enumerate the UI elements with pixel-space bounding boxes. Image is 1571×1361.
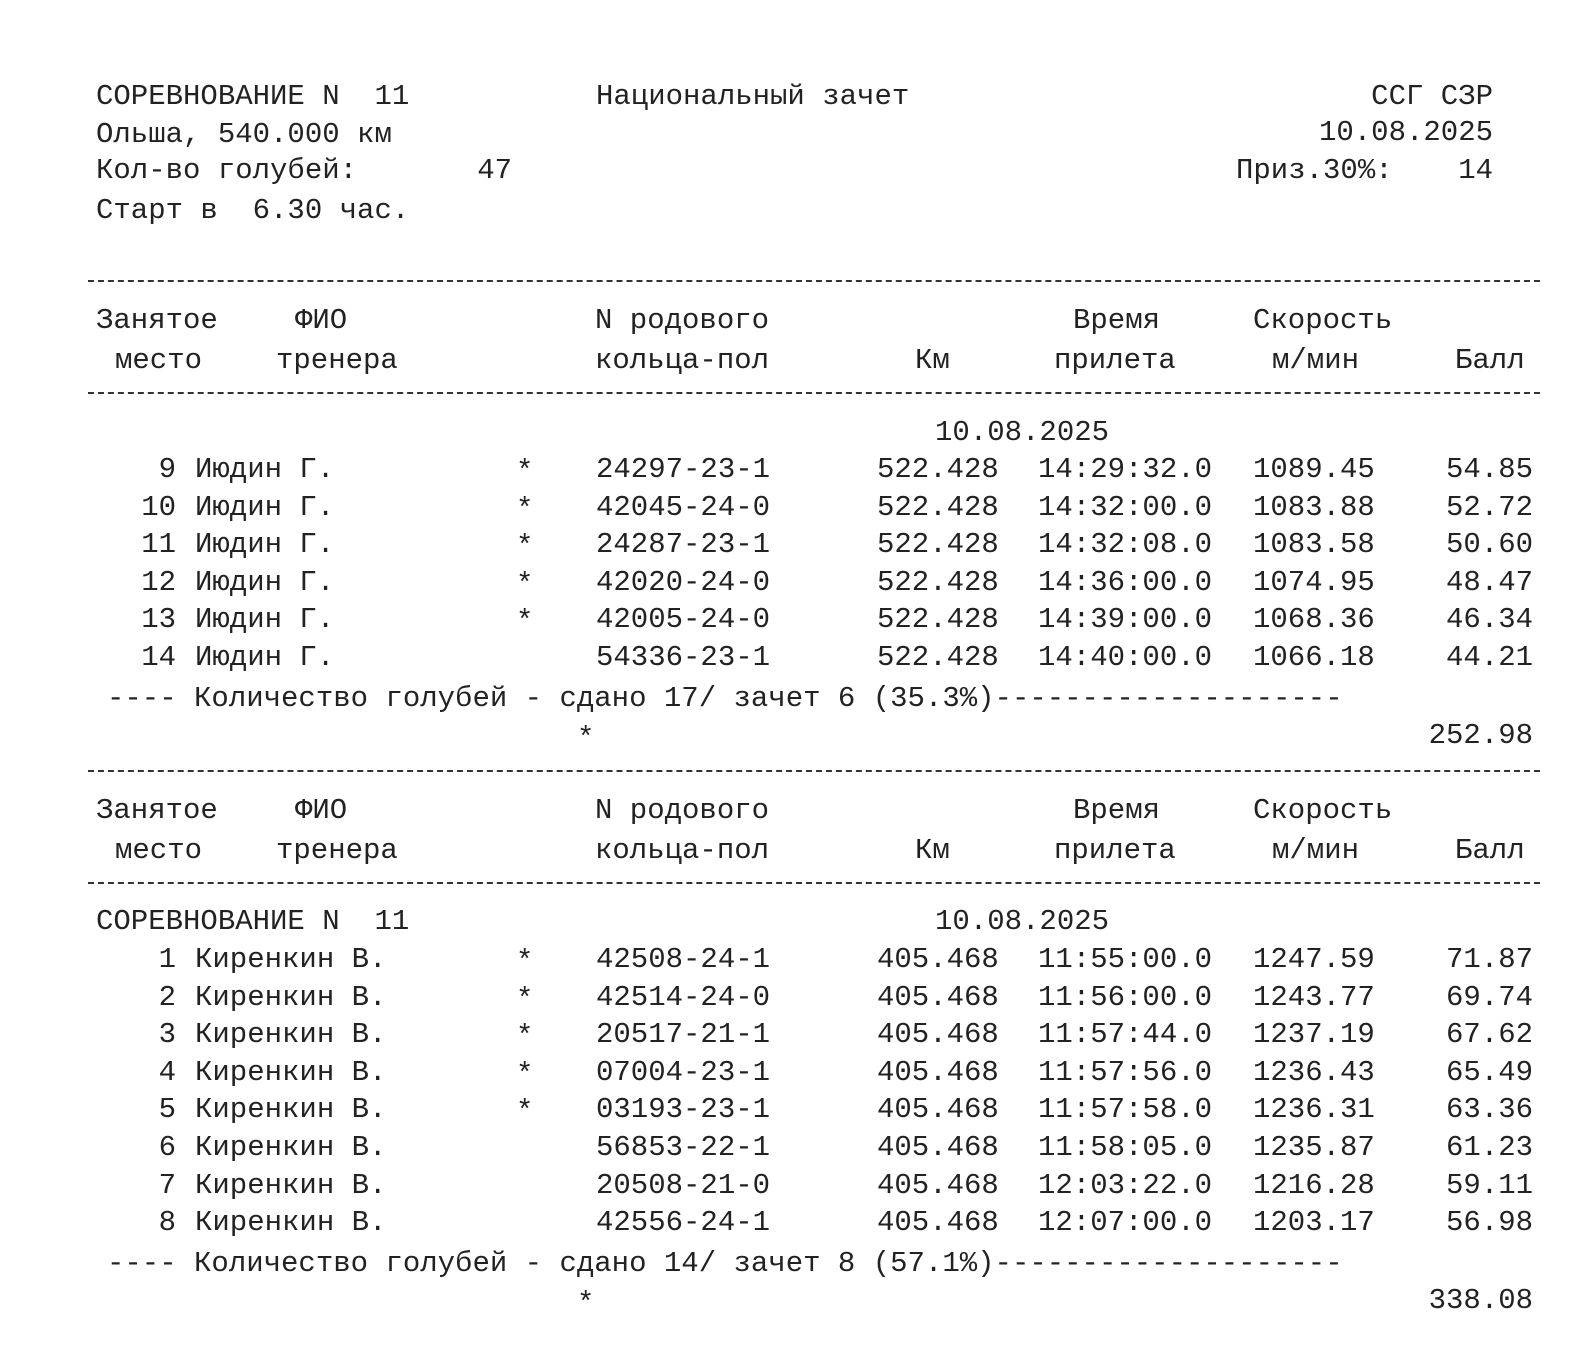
place-number: 8 [158, 1206, 176, 1239]
place-number: 6 [158, 1131, 176, 1164]
score-value: 61.23 [1445, 1131, 1533, 1164]
place-number: 5 [158, 1093, 176, 1126]
column-ring-header: кольца-пол [595, 344, 770, 377]
column-time-header: прилета [1054, 834, 1176, 867]
column-place-header: Занятое [96, 794, 218, 827]
column-ring-header: N родового [595, 794, 770, 827]
arrival-time: 11:57:58.0 [1038, 1093, 1213, 1126]
ring-number: 42020-24-0 [596, 566, 771, 599]
score-value: 67.62 [1445, 1018, 1533, 1051]
section-date: 10.08.2025 [935, 416, 1110, 449]
column-time-header: прилета [1054, 344, 1176, 377]
column-ring-header: кольца-пол [595, 834, 770, 867]
arrival-time: 14:39:00.0 [1038, 603, 1213, 636]
trainer-name: Июдин Г. [195, 566, 335, 599]
organization: ССГ СЗР [1371, 80, 1493, 113]
prize-value: 14 [1458, 154, 1493, 187]
column-name-header: тренера [276, 344, 398, 377]
arrival-time: 11:56:00.0 [1038, 981, 1213, 1014]
qualified-mark: * [516, 983, 534, 1016]
distance-km: 405.468 [877, 1206, 999, 1239]
distance-km: 405.468 [877, 981, 999, 1014]
column-place-header: место [115, 834, 203, 867]
place-number: 7 [158, 1169, 176, 1202]
distance-km: 405.468 [877, 1093, 999, 1126]
qualified-mark: * [516, 945, 534, 978]
column-km-header: Км [915, 834, 950, 867]
ring-number: 54336-23-1 [596, 641, 771, 674]
speed-value: 1243.77 [1253, 981, 1375, 1014]
section-summary: ---- Количество голубей - сдано 14/ зачет 8 (57.1%)-------------------- [107, 1247, 1343, 1280]
pigeons-count-label: Кол-во голубей: [96, 154, 358, 187]
score-value: 59.11 [1445, 1169, 1533, 1202]
trainer-name: Июдин Г. [195, 491, 335, 524]
trainer-name: Киренкин В. [195, 943, 387, 976]
place-number: 13 [141, 603, 176, 636]
column-time-header: Время [1073, 794, 1161, 827]
arrival-time: 14:40:00.0 [1038, 641, 1213, 674]
arrival-time: 11:58:05.0 [1038, 1131, 1213, 1164]
column-name-header: ФИО [295, 794, 348, 827]
arrival-time: 12:03:22.0 [1038, 1169, 1213, 1202]
place-number: 14 [141, 641, 176, 674]
place-number: 11 [141, 528, 176, 561]
divider-line [88, 392, 1540, 394]
place-number: 9 [158, 453, 176, 486]
trainer-name: Киренкин В. [195, 1169, 387, 1202]
qualified-mark: * [516, 530, 534, 563]
speed-value: 1083.58 [1253, 528, 1375, 561]
speed-value: 1089.45 [1253, 453, 1375, 486]
column-speed-header: м/мин [1272, 834, 1360, 867]
arrival-time: 14:32:08.0 [1038, 528, 1213, 561]
section-label: СОРЕВНОВАНИЕ N 11 [96, 905, 410, 938]
score-value: 69.74 [1445, 981, 1533, 1014]
ring-number: 42508-24-1 [596, 943, 771, 976]
distance-km: 522.428 [877, 528, 999, 561]
column-speed-header: Скорость [1253, 304, 1393, 337]
start-time: Старт в 6.30 час. [96, 194, 410, 227]
speed-value: 1074.95 [1253, 566, 1375, 599]
speed-value: 1236.43 [1253, 1056, 1375, 1089]
column-speed-header: м/мин [1272, 344, 1360, 377]
ring-number: 42005-24-0 [596, 603, 771, 636]
divider-line [88, 770, 1540, 772]
trainer-name: Киренкин В. [195, 1093, 387, 1126]
column-ring-header: N родового [595, 304, 770, 337]
trainer-name: Июдин Г. [195, 641, 335, 674]
pigeons-count-value: 47 [477, 154, 512, 187]
score-value: 54.85 [1445, 453, 1533, 486]
ring-number: 56853-22-1 [596, 1131, 771, 1164]
speed-value: 1247.59 [1253, 943, 1375, 976]
summary-star: * [577, 722, 595, 755]
score-value: 46.34 [1445, 603, 1533, 636]
ring-number: 20508-21-0 [596, 1169, 771, 1202]
column-speed-header: Скорость [1253, 794, 1393, 827]
trainer-name: Киренкин В. [195, 1018, 387, 1051]
section-date: 10.08.2025 [935, 905, 1110, 938]
arrival-time: 14:29:32.0 [1038, 453, 1213, 486]
place-number: 3 [158, 1018, 176, 1051]
speed-value: 1066.18 [1253, 641, 1375, 674]
score-value: 50.60 [1445, 528, 1533, 561]
column-km-header: Км [915, 344, 950, 377]
arrival-time: 14:32:00.0 [1038, 491, 1213, 524]
divider-line [88, 280, 1540, 282]
arrival-time: 11:57:44.0 [1038, 1018, 1213, 1051]
speed-value: 1236.31 [1253, 1093, 1375, 1126]
race-date: 10.08.2025 [1318, 116, 1493, 149]
score-value: 56.98 [1445, 1206, 1533, 1239]
competition-title: СОРЕВНОВАНИЕ N 11 [96, 80, 410, 113]
distance-km: 405.468 [877, 1056, 999, 1089]
qualified-mark: * [516, 1020, 534, 1053]
distance-km: 405.468 [877, 943, 999, 976]
distance-km: 405.468 [877, 1018, 999, 1051]
arrival-time: 14:36:00.0 [1038, 566, 1213, 599]
distance-km: 522.428 [877, 641, 999, 674]
distance-km: 522.428 [877, 491, 999, 524]
arrival-time: 12:07:00.0 [1038, 1206, 1213, 1239]
prize-label: Приз.30%: [1236, 154, 1393, 187]
race-location: Ольша, 540.000 км [96, 118, 392, 151]
trainer-name: Киренкин В. [195, 1056, 387, 1089]
trainer-name: Июдин Г. [195, 603, 335, 636]
qualified-mark: * [516, 605, 534, 638]
trainer-name: Киренкин В. [195, 1131, 387, 1164]
speed-value: 1216.28 [1253, 1169, 1375, 1202]
qualified-mark: * [516, 568, 534, 601]
ring-number: 20517-21-1 [596, 1018, 771, 1051]
distance-km: 522.428 [877, 566, 999, 599]
place-number: 2 [158, 981, 176, 1014]
divider-line [88, 882, 1540, 884]
column-score-header: Балл [1455, 344, 1525, 377]
score-value: 65.49 [1445, 1056, 1533, 1089]
ring-number: 07004-23-1 [596, 1056, 771, 1089]
score-value: 44.21 [1445, 641, 1533, 674]
arrival-time: 11:57:56.0 [1038, 1056, 1213, 1089]
distance-km: 405.468 [877, 1169, 999, 1202]
place-number: 4 [158, 1056, 176, 1089]
section-summary: ---- Количество голубей - сдано 17/ зачет 6 (35.3%)-------------------- [107, 682, 1343, 715]
scoring-type: Национальный зачет [596, 80, 910, 113]
score-value: 63.36 [1445, 1093, 1533, 1126]
place-number: 12 [141, 566, 176, 599]
ring-number: 42514-24-0 [596, 981, 771, 1014]
ring-number: 03193-23-1 [596, 1093, 771, 1126]
column-name-header: ФИО [295, 304, 348, 337]
speed-value: 1068.36 [1253, 603, 1375, 636]
trainer-name: Июдин Г. [195, 528, 335, 561]
qualified-mark: * [516, 493, 534, 526]
summary-star: * [577, 1287, 595, 1320]
column-time-header: Время [1073, 304, 1161, 337]
qualified-mark: * [516, 1058, 534, 1091]
arrival-time: 11:55:00.0 [1038, 943, 1213, 976]
section-total: 338.08 [1428, 1284, 1533, 1317]
column-score-header: Балл [1455, 834, 1525, 867]
trainer-name: Киренкин В. [195, 1206, 387, 1239]
score-value: 52.72 [1445, 491, 1533, 524]
score-value: 71.87 [1445, 943, 1533, 976]
trainer-name: Июдин Г. [195, 453, 335, 486]
speed-value: 1237.19 [1253, 1018, 1375, 1051]
place-number: 10 [141, 491, 176, 524]
distance-km: 522.428 [877, 603, 999, 636]
column-name-header: тренера [276, 834, 398, 867]
ring-number: 24297-23-1 [596, 453, 771, 486]
ring-number: 42556-24-1 [596, 1206, 771, 1239]
column-place-header: место [115, 344, 203, 377]
speed-value: 1203.17 [1253, 1206, 1375, 1239]
place-number: 1 [158, 943, 176, 976]
qualified-mark: * [516, 455, 534, 488]
column-place-header: Занятое [96, 304, 218, 337]
distance-km: 405.468 [877, 1131, 999, 1164]
qualified-mark: * [516, 1095, 534, 1128]
speed-value: 1083.88 [1253, 491, 1375, 524]
score-value: 48.47 [1445, 566, 1533, 599]
ring-number: 24287-23-1 [596, 528, 771, 561]
distance-km: 522.428 [877, 453, 999, 486]
section-total: 252.98 [1428, 719, 1533, 752]
trainer-name: Киренкин В. [195, 981, 387, 1014]
ring-number: 42045-24-0 [596, 491, 771, 524]
speed-value: 1235.87 [1253, 1131, 1375, 1164]
